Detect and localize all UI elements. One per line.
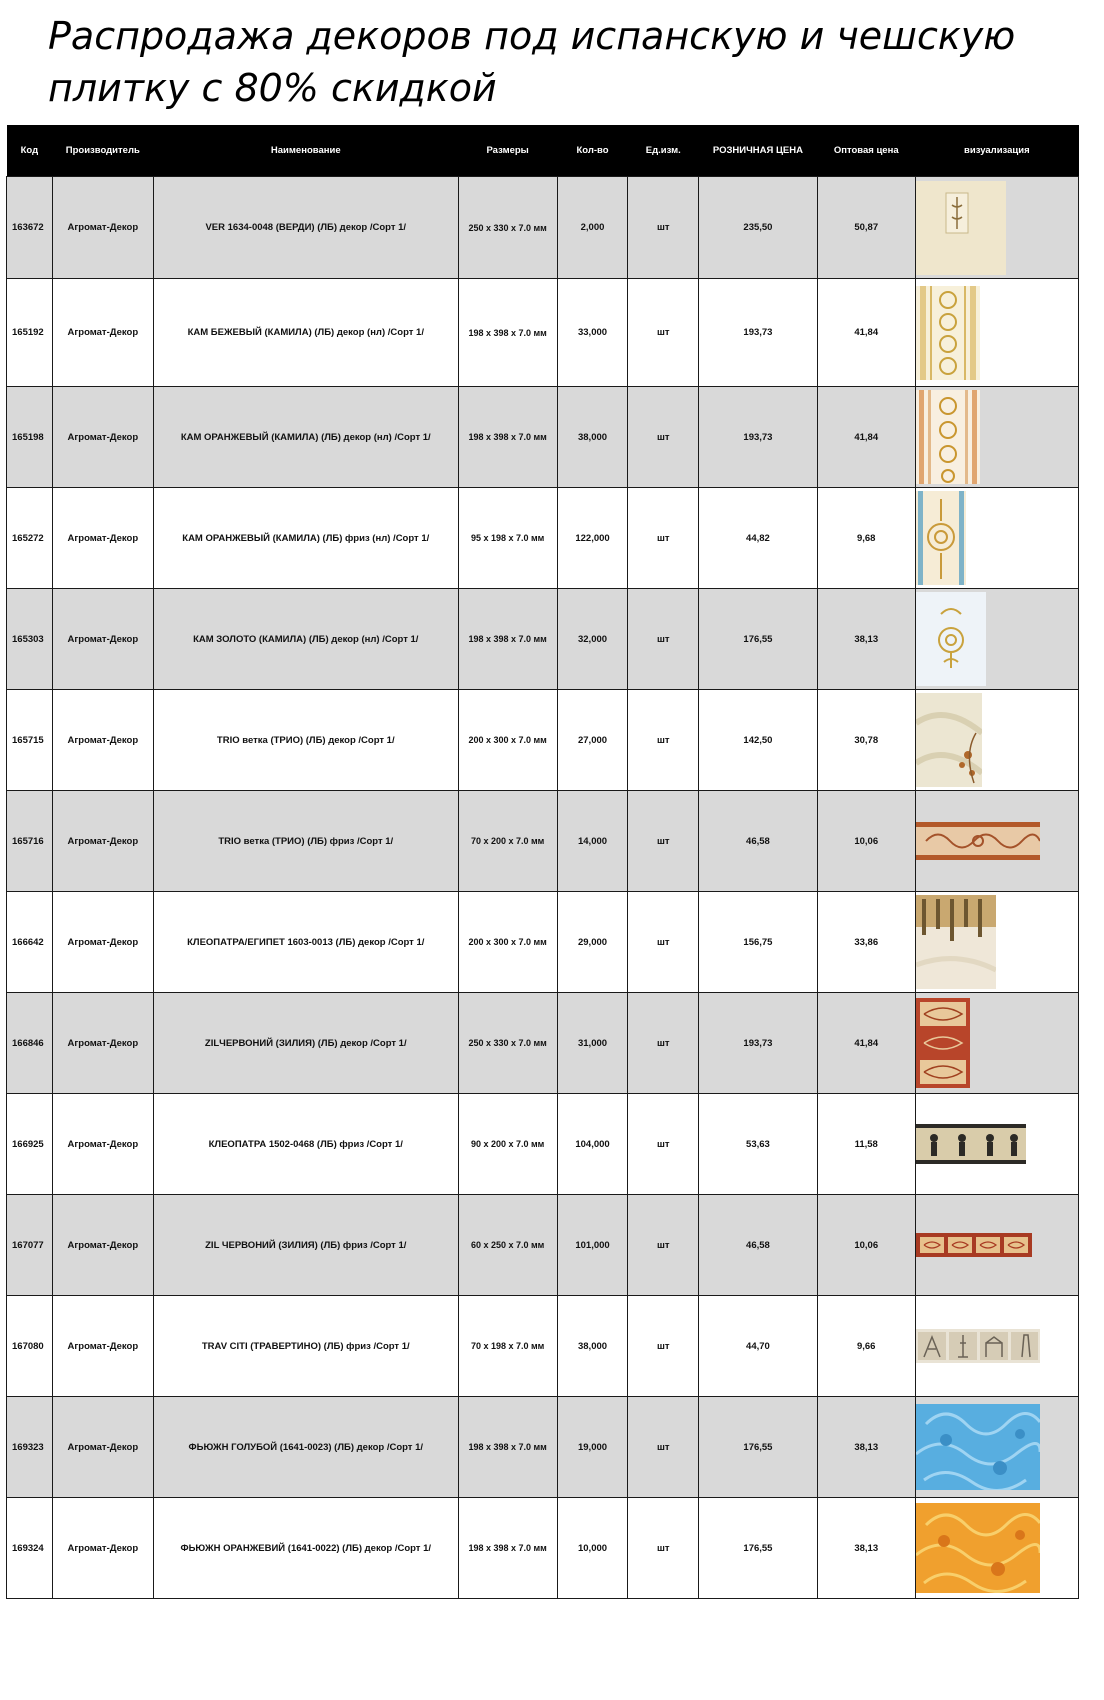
page-title: Распродажа декоров под испанскую и чешскую плитку с 80% скидкой [48,14,1016,110]
code-cell: 163672 [7,177,53,279]
wholesale-price-cell: 50,87 [817,177,915,279]
visualization-cell [915,1195,1078,1296]
trio-frieze-image [916,822,1078,860]
visualization-cell [915,279,1078,387]
wholesale-price-cell: 9,68 [817,488,915,589]
size-cell: 90 x 200 x 7.0 мм [458,1094,557,1195]
name-cell: КЛЕОПАТРА 1502-0468 (ЛБ) фриз /Сорт 1/ [153,1094,458,1195]
code-cell: 165715 [7,690,53,791]
code-cell: 166642 [7,892,53,993]
size-cell: 198 x 398 x 7.0 мм [458,589,557,690]
qty-cell: 10,000 [557,1498,628,1599]
unit-cell: шт [628,589,699,690]
qty-cell: 27,000 [557,690,628,791]
retail-price-cell: 156,75 [699,892,818,993]
column-header-visualization: визуализация [915,125,1078,177]
table-row [7,1094,1079,1195]
cleopatra-decor-image [916,895,1078,989]
size-cell: 95 x 198 x 7.0 мм [458,488,557,589]
column-header-retail-price: РОЗНИЧНАЯ ЦЕНА [699,125,818,177]
column-header-unit: Ед.изм. [628,125,699,177]
table-row [7,1397,1079,1498]
column-header-name: Наименование [153,125,458,177]
unit-cell: шт [628,177,699,279]
retail-price-cell: 46,58 [699,791,818,892]
kamila-beige-decor-image [916,286,1078,380]
size-cell: 198 x 398 x 7.0 мм [458,1397,557,1498]
maker-cell: Агромат-Декор [52,177,153,279]
code-cell: 166846 [7,993,53,1094]
wholesale-price-cell: 38,13 [817,589,915,690]
retail-price-cell: 176,55 [699,1397,818,1498]
table-row [7,892,1079,993]
size-cell: 70 x 198 x 7.0 мм [458,1296,557,1397]
kamila-orange-frieze-image [916,491,1078,585]
column-header-wholesale-price: Оптовая цена [817,125,915,177]
column-header-size: Размеры [458,125,557,177]
retail-price-cell: 193,73 [699,387,818,488]
size-cell: 70 x 200 x 7.0 мм [458,791,557,892]
table-row [7,177,1079,279]
visualization-cell [915,589,1078,690]
name-cell: ZILЧЕРВОНИЙ (ЗИЛИЯ) (ЛБ) декор /Сорт 1/ [153,993,458,1094]
name-cell: КЛЕОПАТРА/ЕГИПЕТ 1603-0013 (ЛБ) декор /Сорт 1/ [153,892,458,993]
table-row [7,589,1079,690]
unit-cell: шт [628,1397,699,1498]
visualization-cell [915,892,1078,993]
qty-cell: 122,000 [557,488,628,589]
table-row [7,1195,1079,1296]
name-cell: КАМ БЕЖЕВЫЙ (КАМИЛА) (ЛБ) декор (нл) /Сорт 1/ [153,279,458,387]
visualization-cell [915,690,1078,791]
visualization-cell [915,791,1078,892]
maker-cell: Агромат-Декор [52,690,153,791]
unit-cell: шт [628,488,699,589]
retail-price-cell: 193,73 [699,279,818,387]
maker-cell: Агромат-Декор [52,993,153,1094]
name-cell: TRAV CITI (ТРАВЕРТИНО) (ЛБ) фриз /Сорт 1/ [153,1296,458,1397]
maker-cell: Агромат-Декор [52,892,153,993]
size-cell: 198 x 398 x 7.0 мм [458,1498,557,1599]
unit-cell: шт [628,1498,699,1599]
fusion-blue-decor-image [916,1404,1078,1490]
visualization-cell [915,387,1078,488]
qty-cell: 31,000 [557,993,628,1094]
qty-cell: 19,000 [557,1397,628,1498]
size-cell: 198 x 398 x 7.0 мм [458,279,557,387]
retail-price-cell: 46,58 [699,1195,818,1296]
maker-cell: Агромат-Декор [52,387,153,488]
kamila-gold-decor-image [916,592,1078,686]
retail-price-cell: 53,63 [699,1094,818,1195]
size-cell: 60 x 250 x 7.0 мм [458,1195,557,1296]
unit-cell: шт [628,279,699,387]
table-row [7,387,1079,488]
trio-decor-image [916,693,1078,787]
zilia-red-frieze-image [916,1233,1078,1257]
retail-price-cell: 235,50 [699,177,818,279]
qty-cell: 104,000 [557,1094,628,1195]
wholesale-price-cell: 30,78 [817,690,915,791]
code-cell: 166925 [7,1094,53,1195]
verdi-decor-image [916,181,1078,275]
size-cell: 200 x 300 x 7.0 мм [458,690,557,791]
table-header-row [7,125,1079,177]
name-cell: ZIL ЧЕРВОНИЙ (ЗИЛИЯ) (ЛБ) фриз /Сорт 1/ [153,1195,458,1296]
code-cell: 167080 [7,1296,53,1397]
maker-cell: Агромат-Декор [52,1296,153,1397]
name-cell: ФЬЮЖН ОРАНЖЕВИЙ (1641-0022) (ЛБ) декор /Сорт 1/ [153,1498,458,1599]
column-header-qty: Кол-во [557,125,628,177]
maker-cell: Агромат-Декор [52,488,153,589]
unit-cell: шт [628,993,699,1094]
unit-cell: шт [628,690,699,791]
table-row [7,1498,1079,1599]
code-cell: 169323 [7,1397,53,1498]
size-cell: 250 x 330 x 7.0 мм [458,993,557,1094]
qty-cell: 14,000 [557,791,628,892]
maker-cell: Агромат-Декор [52,1094,153,1195]
name-cell: КАМ ЗОЛОТО (КАМИЛА) (ЛБ) декор (нл) /Сорт 1/ [153,589,458,690]
table-row [7,690,1079,791]
retail-price-cell: 44,82 [699,488,818,589]
qty-cell: 33,000 [557,279,628,387]
name-cell: TRIO ветка (ТРИО) (ЛБ) декор /Сорт 1/ [153,690,458,791]
zilia-red-decor-image [916,998,1078,1088]
wholesale-price-cell: 38,13 [817,1397,915,1498]
retail-price-cell: 142,50 [699,690,818,791]
kamila-orange-decor-image [916,390,1078,484]
unit-cell: шт [628,1094,699,1195]
retail-price-cell: 193,73 [699,993,818,1094]
unit-cell: шт [628,387,699,488]
visualization-cell [915,1397,1078,1498]
unit-cell: шт [628,1296,699,1397]
unit-cell: шт [628,791,699,892]
maker-cell: Агромат-Декор [52,791,153,892]
wholesale-price-cell: 33,86 [817,892,915,993]
code-cell: 165716 [7,791,53,892]
code-cell: 167077 [7,1195,53,1296]
maker-cell: Агромат-Декор [52,589,153,690]
cleopatra-frieze-image [916,1124,1078,1164]
retail-price-cell: 176,55 [699,589,818,690]
name-cell: ФЬЮЖН ГОЛУБОЙ (1641-0023) (ЛБ) декор /Сорт 1/ [153,1397,458,1498]
code-cell: 165272 [7,488,53,589]
code-cell: 165198 [7,387,53,488]
travertino-frieze-image [916,1329,1078,1363]
table-row [7,1296,1079,1397]
table-row [7,993,1079,1094]
size-cell: 250 x 330 x 7.0 мм [458,177,557,279]
wholesale-price-cell: 41,84 [817,387,915,488]
sale-table [6,125,1079,1599]
code-cell: 169324 [7,1498,53,1599]
wholesale-price-cell: 10,06 [817,1195,915,1296]
qty-cell: 32,000 [557,589,628,690]
fusion-orange-decor-image [916,1503,1078,1593]
table-row [7,488,1079,589]
name-cell: КАМ ОРАНЖЕВЫЙ (КАМИЛА) (ЛБ) декор (нл) /Сорт 1/ [153,387,458,488]
column-header-maker: Производитель [52,125,153,177]
table-row [7,279,1079,387]
qty-cell: 2,000 [557,177,628,279]
qty-cell: 101,000 [557,1195,628,1296]
unit-cell: шт [628,892,699,993]
retail-price-cell: 176,55 [699,1498,818,1599]
wholesale-price-cell: 41,84 [817,993,915,1094]
qty-cell: 29,000 [557,892,628,993]
qty-cell: 38,000 [557,387,628,488]
wholesale-price-cell: 9,66 [817,1296,915,1397]
visualization-cell [915,1296,1078,1397]
visualization-cell [915,993,1078,1094]
visualization-cell [915,488,1078,589]
wholesale-price-cell: 38,13 [817,1498,915,1599]
maker-cell: Агромат-Декор [52,1498,153,1599]
wholesale-price-cell: 11,58 [817,1094,915,1195]
name-cell: VER 1634-0048 (ВЕРДИ) (ЛБ) декор /Сорт 1/ [153,177,458,279]
wholesale-price-cell: 41,84 [817,279,915,387]
visualization-cell [915,177,1078,279]
maker-cell: Агромат-Декор [52,279,153,387]
code-cell: 165192 [7,279,53,387]
size-cell: 200 x 300 x 7.0 мм [458,892,557,993]
unit-cell: шт [628,1195,699,1296]
table-row [7,791,1079,892]
column-header-code: Код [7,125,53,177]
maker-cell: Агромат-Декор [52,1397,153,1498]
maker-cell: Агромат-Декор [52,1195,153,1296]
visualization-cell [915,1498,1078,1599]
code-cell: 165303 [7,589,53,690]
qty-cell: 38,000 [557,1296,628,1397]
size-cell: 198 x 398 x 7.0 мм [458,387,557,488]
visualization-cell [915,1094,1078,1195]
retail-price-cell: 44,70 [699,1296,818,1397]
name-cell: КАМ ОРАНЖЕВЫЙ (КАМИЛА) (ЛБ) фриз (нл) /Сорт 1/ [153,488,458,589]
wholesale-price-cell: 10,06 [817,791,915,892]
name-cell: TRIO ветка (ТРИО) (ЛБ) фриз /Сорт 1/ [153,791,458,892]
